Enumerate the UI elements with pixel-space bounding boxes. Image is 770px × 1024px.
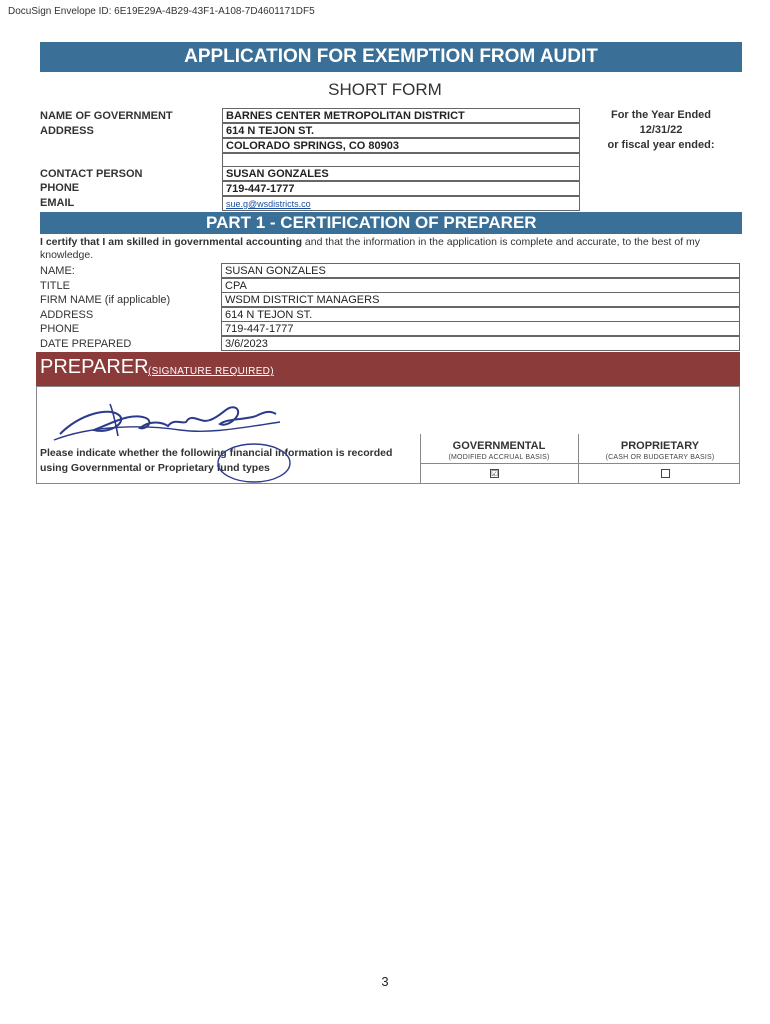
fiscal-year-label: or fiscal year ended: xyxy=(607,139,715,151)
contact-person-field[interactable]: SUSAN GONZALES xyxy=(222,166,580,181)
preparer-title: PREPARER xyxy=(40,356,149,378)
government-name-field[interactable]: BARNES CENTER METROPOLITAN DISTRICT xyxy=(222,108,580,123)
fund-column-divider xyxy=(578,434,579,484)
email-field[interactable]: sue.g@wsdistricts.co xyxy=(222,196,580,211)
part1-title: PART 1 - CERTIFICATION OF PREPARER xyxy=(206,213,537,232)
governmental-basis-label: (MODIFIED ACCRUAL BASIS) xyxy=(448,454,550,461)
phone-field[interactable]: 719-447-1777 xyxy=(222,181,580,196)
governmental-checkbox[interactable]: ☑ xyxy=(491,469,499,478)
certify-rest-text: and that the information in the application is complete and accurate, to the best of my knowledge. xyxy=(40,236,701,261)
certify-bold-text: I certify that I am skilled in governmental accounting xyxy=(40,236,302,248)
year-ended-label: For the Year Ended xyxy=(610,109,712,121)
preparer-name-label: NAME: xyxy=(40,265,75,277)
preparer-title-field[interactable]: CPA xyxy=(221,278,740,293)
form-subtitle: SHORT FORM xyxy=(328,80,442,99)
address-label: ADDRESS xyxy=(40,125,94,137)
circle-annotation xyxy=(214,440,294,486)
proprietary-basis-label: (CASH OR BUDGETARY BASIS) xyxy=(605,454,715,461)
governmental-label: GOVERNMENTAL xyxy=(452,440,546,452)
preparer-name-field[interactable]: SUSAN GONZALES xyxy=(221,263,740,278)
government-address-line2-field[interactable]: COLORADO SPRINGS, CO 80903 xyxy=(222,138,580,153)
fund-row-divider xyxy=(420,463,740,464)
proprietary-checkbox[interactable] xyxy=(661,469,670,478)
preparer-phone-field[interactable]: 719-447-1777 xyxy=(221,321,740,336)
preparer-address-label: ADDRESS xyxy=(40,309,94,321)
contact-person-label: CONTACT PERSON xyxy=(40,168,143,180)
firm-name-label: FIRM NAME (if applicable) xyxy=(40,294,171,306)
email-label: EMAIL xyxy=(40,197,75,209)
year-ended-value: 12/31/22 xyxy=(639,124,683,136)
government-address-line1-field[interactable]: 614 N TEJON ST. xyxy=(222,123,580,138)
date-prepared-field[interactable]: 3/6/2023 xyxy=(221,336,740,351)
preparer-phone-label: PHONE xyxy=(40,323,80,335)
preparer-address-field[interactable]: 614 N TEJON ST. xyxy=(221,307,740,322)
proprietary-label: PROPRIETARY xyxy=(620,440,700,452)
page-number: 3 xyxy=(381,974,389,989)
form-title-banner: APPLICATION FOR EXEMPTION FROM AUDIT xyxy=(40,42,742,72)
part1-banner xyxy=(40,212,742,234)
phone-label: PHONE xyxy=(40,182,80,194)
certification-statement xyxy=(40,236,740,262)
envelope-id: DocuSign Envelope ID: 6E19E29A-4B29-43F1-A108-7D4601171DF5 xyxy=(8,6,315,17)
firm-name-field[interactable]: WSDM DISTRICT MANAGERS xyxy=(221,292,740,307)
date-prepared-label: DATE PREPARED xyxy=(40,338,132,350)
preparer-title-label: TITLE xyxy=(40,280,70,292)
signature-required-label: (SIGNATURE REQUIRED) xyxy=(148,366,274,377)
fund-type-instruction: Please indicate whether the following financial information is recorded using Governmental or Proprietary fund types xyxy=(40,447,393,474)
name-of-government-label: NAME OF GOVERNMENT xyxy=(40,110,173,122)
